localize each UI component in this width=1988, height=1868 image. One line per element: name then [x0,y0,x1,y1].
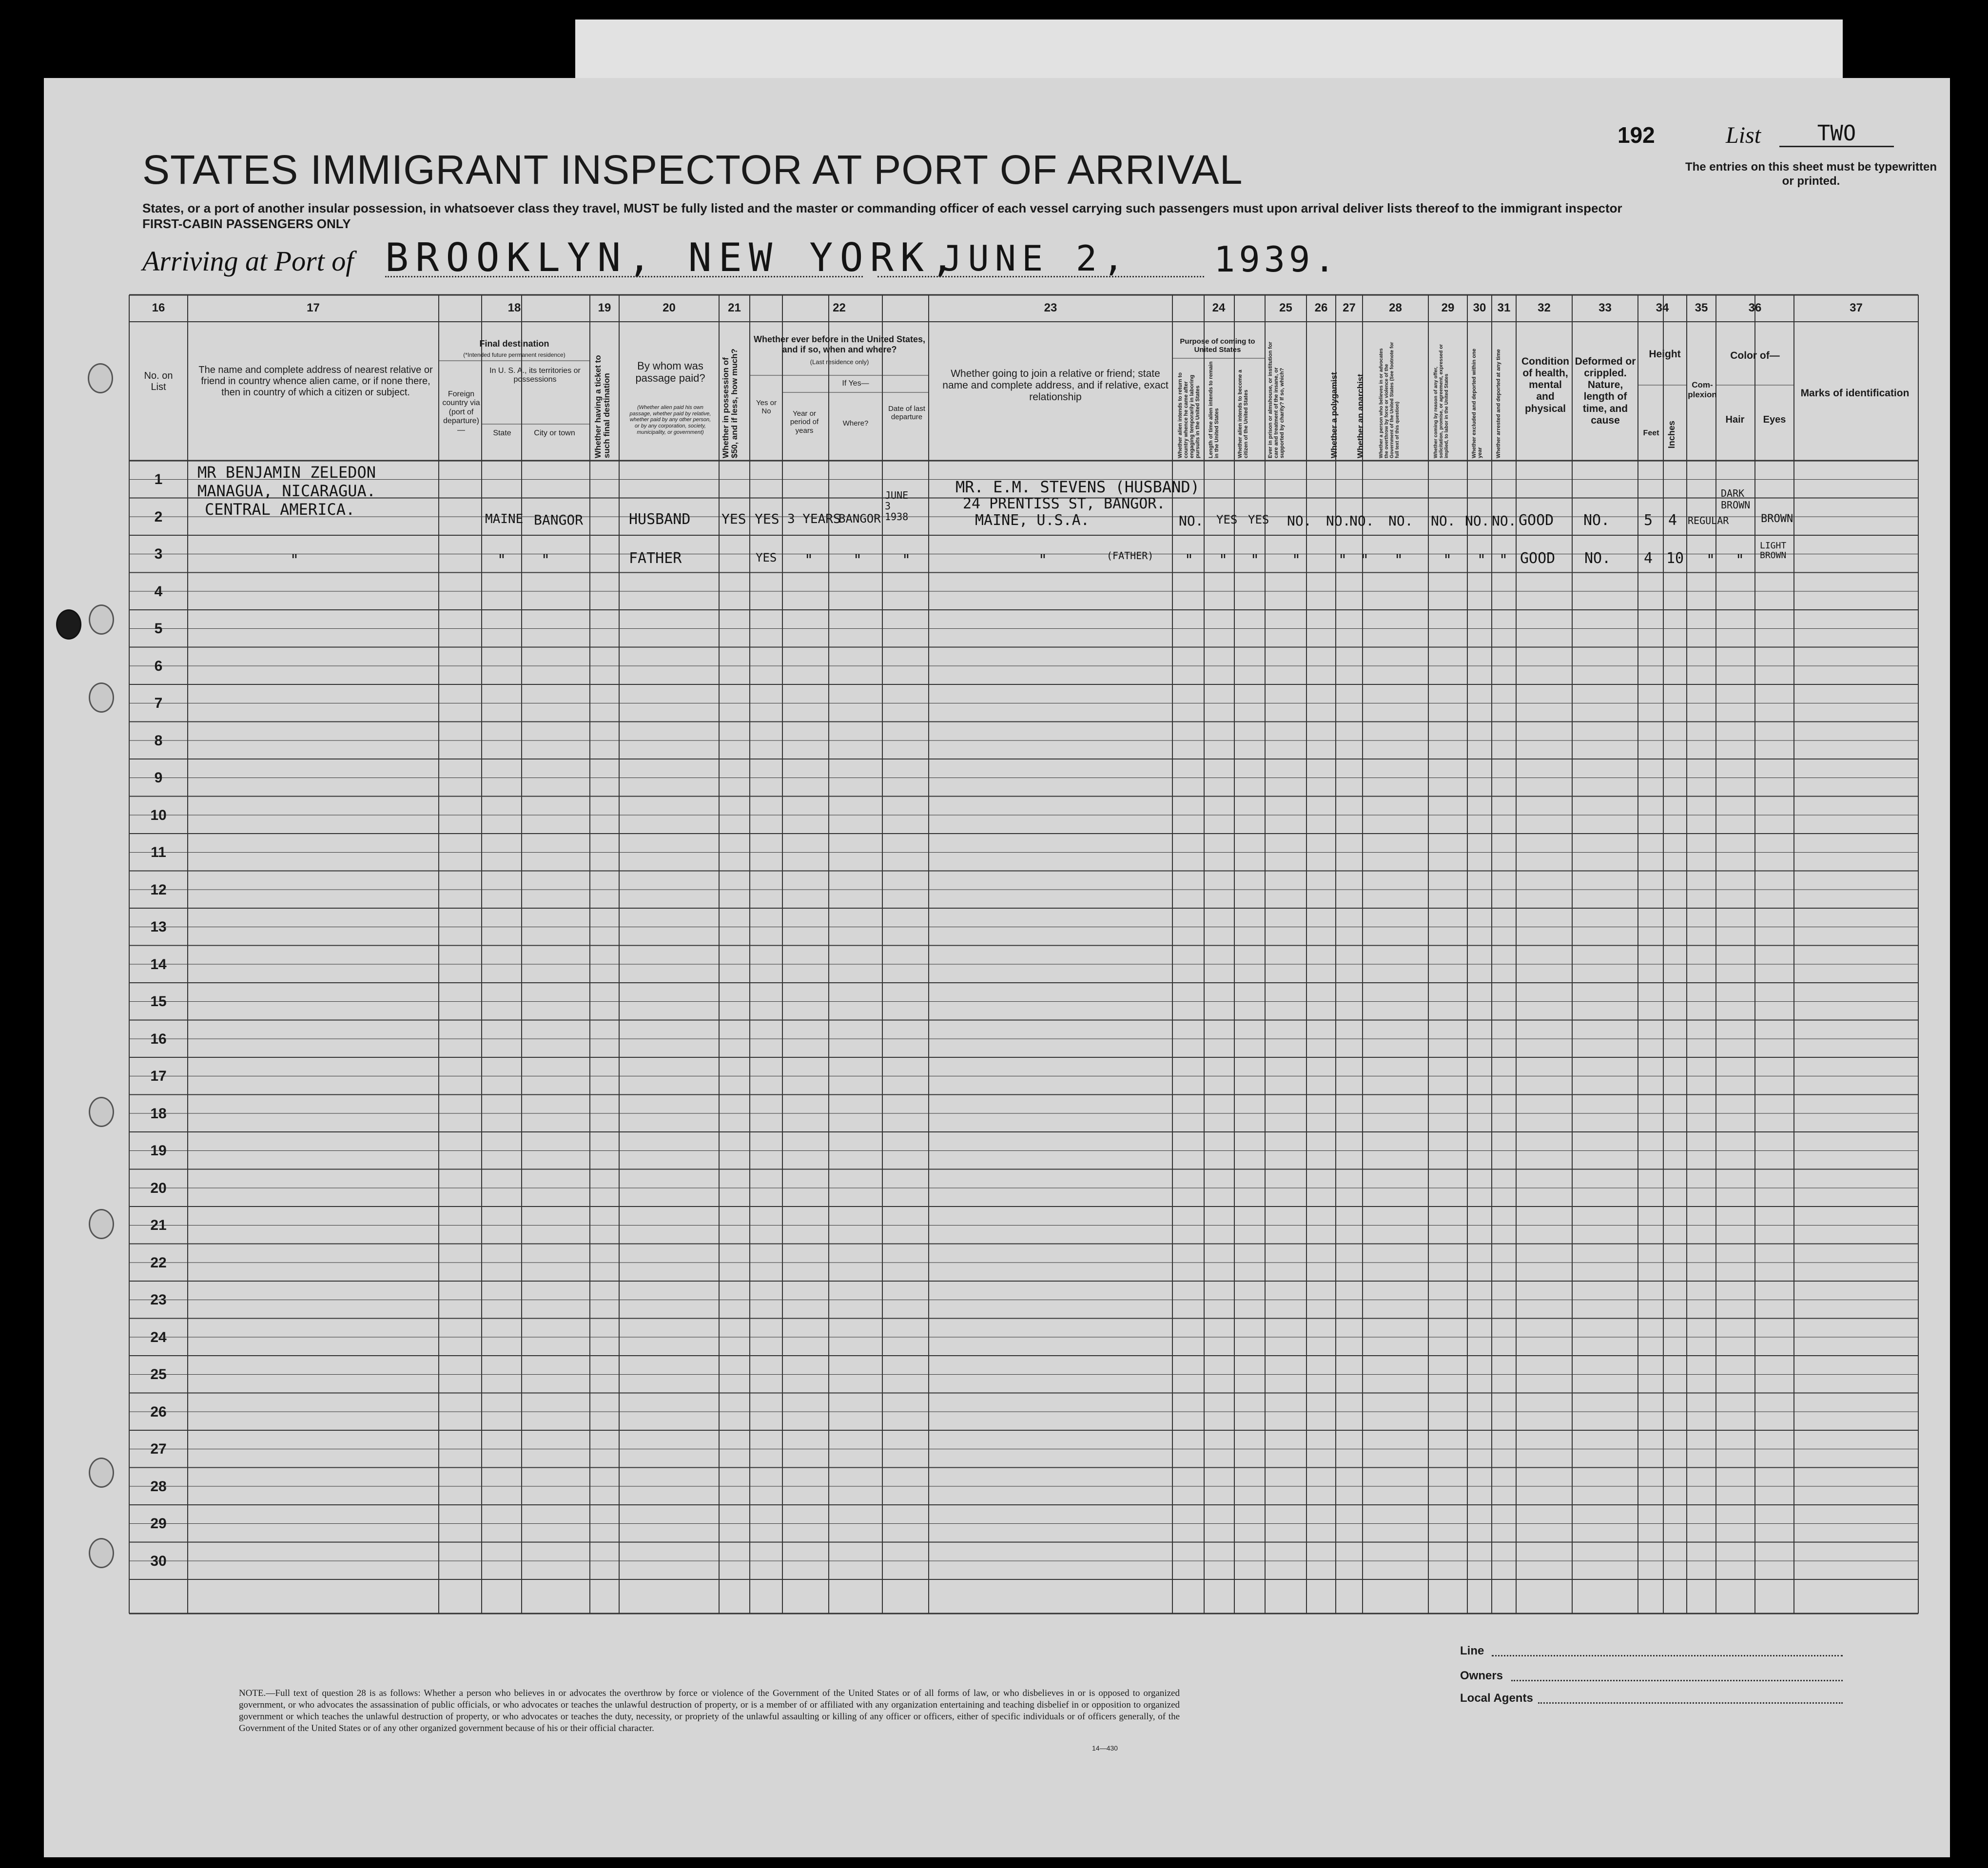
column-number-24: 24 [1212,301,1226,314]
owners-field [1511,1680,1843,1681]
hdr-last-residence: (Last residence only) [810,358,869,366]
row-number: 25 [150,1366,167,1382]
r2-ditto-mark: " [1443,552,1452,569]
hdr-hair: Hair [1725,414,1745,425]
r1-overthrow: NO. [1388,513,1413,529]
row-number: 12 [150,881,167,898]
r1-excluded: NO. [1465,513,1490,529]
instructions: States, or a port of another insular possession, in whatsoever class they travel, MUST be fully listed and the master or commanding officer of each vessel carrying such passengers must upon arrival deliver lists thereof to the immigrant inspector [142,201,1622,215]
hdr-marks: Marks of identification [1800,388,1910,399]
column-number-29: 29 [1441,301,1455,314]
row-number: 1 [154,471,163,487]
date-value: JUNE 2, [941,238,1130,279]
hdr-purpose-a: Whether alien intends to return to country whence he came after engaging temporarily in laboring pursuits in the United States [1177,372,1201,458]
r1-anarchist: NO. [1349,513,1374,529]
r1-purpose-c: YES [1248,513,1269,526]
r1-hair: DARK BROWN [1721,487,1751,511]
column-number-18: 18 [507,301,521,314]
column-number-32: 32 [1538,301,1551,314]
row-number: 27 [150,1441,167,1457]
r1-relative-line1: MR BENJAMIN ZELEDON [197,463,376,482]
r1-prison: NO. [1287,513,1312,529]
hdr-feet: Feet [1643,429,1659,437]
row-number: 2 [154,508,163,525]
row-number: 22 [150,1254,167,1271]
hdr-eyes: Eyes [1763,414,1786,425]
column-number-23: 23 [1044,301,1057,314]
column-number-33: 33 [1598,301,1612,314]
row-number: 6 [154,658,163,674]
column-number-26: 26 [1314,301,1328,314]
r2-join-relationship: (FATHER) [1107,550,1154,562]
column-number-19: 19 [598,301,611,314]
r1-relative-line2: MANAGUA, NICARAGUA. [197,482,376,500]
r1-inches: 4 [1668,512,1677,529]
row-number: 9 [154,770,163,786]
hdr-city: City or town [534,429,575,437]
r2-eyes: LIGHT BROWN [1760,541,1787,561]
row-number: 14 [150,956,167,973]
row-number: 20 [150,1180,167,1196]
r2-complexion: " [1706,552,1715,569]
r1-polygamist: NO. [1326,513,1351,529]
entries-note: The entries on this sheet must be typewritten or printed. [1685,160,1937,188]
hdr-ever-before: Whether ever before in the United States, and if so, when and where? [753,334,926,354]
r2-where: " [853,552,862,569]
hdr-possession: Whether in possession of $50, and if less, how much? [721,349,739,458]
row-number: 10 [150,807,167,823]
hdr-health: Condition of health, mental and physical [1521,356,1569,414]
row-number: 21 [150,1217,167,1233]
form-title: STATES IMMIGRANT INSPECTOR AT PORT OF ARRIVAL [142,147,1243,193]
r1-feet: 5 [1644,512,1653,529]
column-number-36: 36 [1748,301,1762,314]
column-number-21: 21 [728,301,741,314]
hdr-state: State [493,429,511,437]
r1-eyes: BROWN [1761,513,1793,525]
row-number: 30 [150,1553,167,1569]
r2-ditto-mark: " [1292,552,1301,569]
page-number: 192 [1618,122,1655,148]
r2-ditto-mark: " [1338,552,1347,569]
hdr-join-relative: Whether going to join a relative or friend; state name and complete address, and if relative, exact relationship [942,368,1169,403]
row-number: 4 [154,583,163,600]
list-label: List [1726,122,1761,148]
r2-deformed: NO. [1584,550,1611,567]
column-number-25: 25 [1279,301,1292,314]
hdr-complexion: Com-plexion [1688,380,1717,399]
first-cabin-label: FIRST-CABIN PASSENGERS ONLY [142,216,351,231]
column-number-17: 17 [307,301,320,314]
r1-join-line1: MR. E.M. STEVENS (HUSBAND) [955,478,1200,496]
r1-possession: YES [721,511,746,527]
column-number-30: 30 [1473,301,1486,314]
row-number: 24 [150,1329,167,1345]
hdr-inches: Inches [1667,420,1676,448]
hdr-by-whom-paid: By whom was passage paid? [635,360,705,385]
column-number-16: 16 [152,301,165,314]
r2-paid-by: FATHER [629,550,682,567]
r2-departure: " [902,552,911,569]
r2-ditto-mark: " [1185,552,1194,569]
r2-join: " [1038,552,1048,569]
r1-complexion: REGULAR [1688,515,1729,526]
owners-label: Owners [1460,1669,1503,1682]
hdr-arrested: Whether arrested and deported at any time [1496,349,1501,458]
r1-purpose-a: NO. [1179,513,1204,529]
hdr-by-whom-paid-note: (Whether alien paid his own passage, whether paid by relative, whether paid by any other person, or by any corporation, society, municipality, or government) [629,405,711,435]
hdr-color-of: Color of— [1730,350,1780,361]
r2-ditto-mark: " [1360,552,1369,569]
r2-ditto-mark: " [1477,552,1486,569]
hdr-purpose-c: Whether alien intends to become a citizen of the United States [1237,370,1249,458]
local-agents-field [1538,1702,1843,1704]
r2-hair: " [1735,552,1745,569]
arriving-label: Arriving at Port of [142,245,354,277]
r2-before: YES [756,551,777,564]
row-number: 26 [150,1403,167,1420]
column-number-20: 20 [663,301,676,314]
row-number: 5 [154,621,163,637]
hdr-prison: Ever in prison or almshouse, or institution for care and treatment of the insane, or supported by charity? If so, which? [1267,342,1285,458]
r1-arrested: NO. [1492,513,1517,529]
line-label: Line [1460,1644,1484,1657]
hdr-purpose-b: Length of time alien intends to remain in the United States [1208,361,1220,458]
r1-join-line2: 24 PRENTISS ST, BANGOR. [963,495,1166,512]
row-number: 11 [151,844,166,860]
hdr-height: Height [1649,349,1681,360]
hdr-overthrow: Whether a person who believes in or advocates the overthrow by force or violence of the Government of the United States (See footnote for full text of this question) [1379,342,1400,458]
hdr-ticket: Whether having a ticket to such final destination [593,355,611,458]
hdr-in-usa: In U. S. A., its territories or possessions [489,367,581,384]
r1-deformed: NO. [1583,512,1610,529]
row-number: 15 [150,993,167,1010]
row-number: 3 [154,546,163,562]
row-number: 23 [150,1292,167,1308]
hdr-anarchist: Whether an anarchist [1356,374,1365,458]
row-number: 29 [150,1516,167,1532]
column-number-27: 27 [1343,301,1356,314]
r1-health: GOOD [1519,512,1554,529]
r2-state: " [497,552,507,569]
r2-ditto-mark: " [1499,552,1508,569]
column-number-35: 35 [1695,301,1708,314]
r1-city: BANGOR [534,512,584,528]
local-agents-label: Local Agents [1460,1692,1533,1705]
r1-purpose-b: YES [1216,513,1238,526]
row-number: 19 [150,1143,167,1159]
hdr-no-on-list: No. on List [144,370,173,392]
r1-offer: NO. [1431,513,1456,529]
hdr-if-yes: If Yes— [842,379,869,388]
r2-relative: " [290,552,299,569]
r1-join-line3: MAINE, U.S.A. [975,512,1090,529]
r1-before: YES [755,511,780,527]
row-number: 28 [150,1478,167,1495]
r1-departure: JUNE 3 1938 [885,489,909,523]
hdr-polygamist: Whether a polygamist [1329,372,1339,458]
list-value: TWO [1779,121,1894,147]
hdr-date-last-departure: Date of last departure [888,405,925,422]
hdr-final-destination: Final destination [479,339,549,349]
hdr-excluded: Whether excluded and deported within one year [1471,349,1483,458]
r2-ditto-mark: " [1219,552,1228,569]
line-field [1492,1655,1843,1656]
r1-period: 3 YEARS [787,512,841,526]
row-number: 16 [150,1031,167,1047]
r2-ditto-mark: " [1394,552,1403,569]
r2-health: GOOD [1520,550,1556,567]
hdr-yes-or-no: Yes or No [756,399,777,416]
form-number: 14—430 [1092,1744,1118,1752]
r1-state: MAINE [485,512,524,526]
r2-period: " [804,552,814,569]
r2-inches: 10 [1666,550,1684,567]
row-number: 13 [150,919,167,935]
column-number-34: 34 [1656,301,1669,314]
column-number-31: 31 [1497,301,1511,314]
column-number-22: 22 [833,301,846,314]
row-number: 18 [150,1105,167,1122]
row-number: 7 [154,695,163,711]
r2-feet: 4 [1644,550,1653,567]
r1-paid-by: HUSBAND [629,511,691,528]
year-value: 1939. [1214,239,1339,280]
row-number: 17 [150,1068,167,1084]
port-value: BROOKLYN, NEW YORK, [385,235,961,280]
hdr-nearest-relative: The name and complete address of nearest relative or friend in country whence alien came, or if none there, then in country of which a citizen or subject. [198,365,433,398]
column-number-28: 28 [1389,301,1402,314]
hdr-deformed: Deformed or crippled. Nature, length of time, and cause [1575,356,1636,426]
row-number: 8 [154,732,163,749]
r1-relative-line3: CENTRAL AMERICA. [205,500,355,519]
footnote: NOTE.—Full text of question 28 is as follows: Whether a person who believes in or advocates the overthrow by force or violence of the Government of the United States or of all forms of law, or who disbelieves in or is opposed to organized government, or who advocates the assassination of public officials, or who advocates or teaches the unlawful destruction of property, or is a member of or affiliated with any organization entertaining and teaching disbelief in or opposition to organized government or which teaches the unlawful destruction of property, or who advocates or teaches the duty, necessity, or propriety of the unlawful assaulting or killing of any officer or officers, either of specific individuals or of officers generally, of the Government of the United States or of any other organized government because of his or their official character. [239,1688,1180,1733]
column-number-37: 37 [1850,301,1863,314]
hdr-foreign-country: Foreign country via (port of departure)— [442,390,480,434]
r2-ditto-mark: " [1250,552,1260,569]
hdr-where: Where? [842,419,869,428]
hdr-purpose: Purpose of coming to United States [1180,337,1255,354]
hdr-intended-residence: (*Intended future permanent residence) [463,351,565,358]
r1-where: BANGOR [838,512,881,525]
hdr-coming-by-offer: Whether coming by reason of any offer, solicitation, promise, or agreement, expressed or implied, to labor in the United States [1433,344,1449,458]
hdr-year-or-period: Year or period of years [790,409,819,435]
r2-city: " [541,552,550,569]
